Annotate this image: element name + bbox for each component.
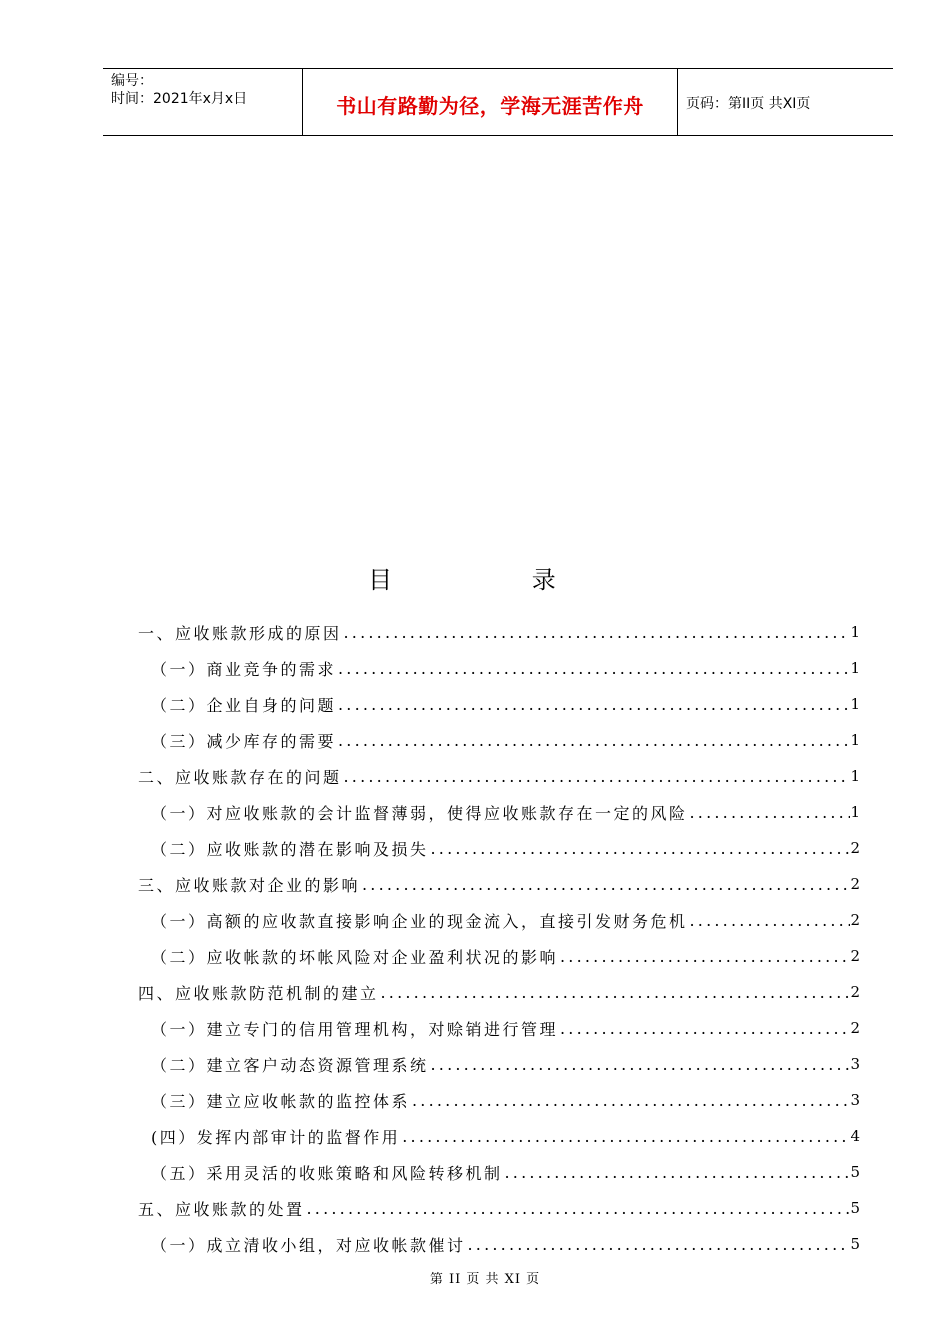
toc-entry[interactable] [138,1226,860,1262]
page-footer: 第 II 页 共 XI 页 [429,1272,541,1287]
toc-leader [558,947,850,966]
toc-entry-label: 五、应收账款的处置 [138,1199,305,1219]
toc-entry-page: 3 [850,1091,860,1109]
toc-entry[interactable] [138,902,860,938]
header-motto: 书山有路勤为径，学海无涯苦作舟 [303,69,678,135]
toc-entry-label: 一、应收账款形成的原因 [138,623,342,643]
toc-leader [558,1019,850,1038]
toc-entry-label: 二、应收账款存在的问题 [138,767,342,787]
toc-entry[interactable] [138,830,860,866]
toc-entry-page: 2 [850,875,860,893]
toc-entry-page: 1 [850,731,860,749]
toc-leader [400,1127,850,1146]
toc-entry[interactable] [138,614,860,650]
toc-entry-label: （一）成立清收小组，对应收帐款催讨 [151,1235,466,1255]
toc-entry-label: （二）应收账款的潜在影响及损失 [151,839,429,859]
toc-entry[interactable] [138,1118,860,1154]
toc-entry-page: 5 [850,1199,860,1217]
toc-entry[interactable] [138,650,860,686]
toc-entry-label: （五）采用灵活的收账策略和风险转移机制 [151,1163,503,1183]
toc-entry-label: （一）建立专门的信用管理机构，对赊销进行管理 [151,1019,559,1039]
toc-entry[interactable] [138,1082,860,1118]
toc-leader [336,695,850,714]
toc-entry-label: （二）应收帐款的坏帐风险对企业盈利状况的影响 [151,947,559,967]
toc-leader [342,623,851,642]
toc-entry[interactable] [138,938,860,974]
toc-entry[interactable] [138,1154,860,1190]
toc-entry-label: （一）商业竞争的需求 [151,659,337,679]
toc-entry-label: （二）建立客户动态资源管理系统 [151,1055,429,1075]
toc-entry-page: 5 [850,1235,860,1253]
toc-entry[interactable] [138,1046,860,1082]
page-header [103,68,893,136]
toc-entry-label: (四）发挥内部审计的监督作用 [151,1127,401,1147]
number-label: 编号： [111,73,153,89]
toc-entry[interactable] [138,794,860,830]
toc-leader [379,983,851,1002]
toc-entry-page: 1 [850,767,860,785]
toc-entry-page: 2 [850,1019,860,1037]
toc-entry-label: 四、应收账款防范机制的建立 [138,983,379,1003]
toc-leader [410,1091,850,1110]
toc-entry-label: （一）高额的应收款直接影响企业的现金流入，直接引发财务危机 [151,911,688,931]
toc-entry-label: （三）建立应收帐款的监控体系 [151,1091,411,1111]
toc-entry-page: 2 [850,983,860,1001]
toc-leader [503,1163,851,1182]
toc-entry-page: 4 [850,1127,860,1145]
toc-entry[interactable] [138,866,860,902]
toc-entry[interactable] [138,974,860,1010]
toc-entry-page: 2 [850,911,860,929]
header-page-info: 页码：第II页 共XI页 [686,96,811,112]
header-meta [103,69,303,135]
toc-entry-page: 2 [850,947,860,965]
toc-entry[interactable] [138,758,860,794]
toc-leader [360,875,850,894]
toc-entry-label: （一）对应收账款的会计监督薄弱，使得应收账款存在一定的风险 [151,803,688,823]
toc-entry-page: 3 [850,1055,860,1073]
toc-leader [688,803,851,822]
toc-leader [466,1235,851,1254]
toc-leader [429,1055,851,1074]
toc-entry[interactable] [138,1010,860,1046]
toc-leader [688,911,851,930]
toc-entry-page: 1 [850,659,860,677]
toc-leader [336,659,850,678]
toc-entry[interactable] [138,722,860,758]
toc-entry-page: 1 [850,803,860,821]
toc-entry[interactable] [138,1190,860,1226]
time-label: 时间：2021年x月x日 [111,91,248,107]
toc-entry-label: （三）减少库存的需要 [151,731,337,751]
toc-leader [429,839,851,858]
toc-entry-label: （二）企业自身的问题 [151,695,337,715]
toc-leader [305,1199,851,1218]
toc-leader [342,767,851,786]
toc-entry-page: 5 [850,1163,860,1181]
toc-entry-page: 1 [850,623,860,641]
toc-title: 目 录 [368,566,622,594]
table-of-contents [138,614,860,1262]
toc-entry-page: 2 [850,839,860,857]
toc-entry[interactable] [138,686,860,722]
toc-leader [336,731,850,750]
toc-entry-label: 三、应收账款对企业的影响 [138,875,361,895]
toc-entry-page: 1 [850,695,860,713]
